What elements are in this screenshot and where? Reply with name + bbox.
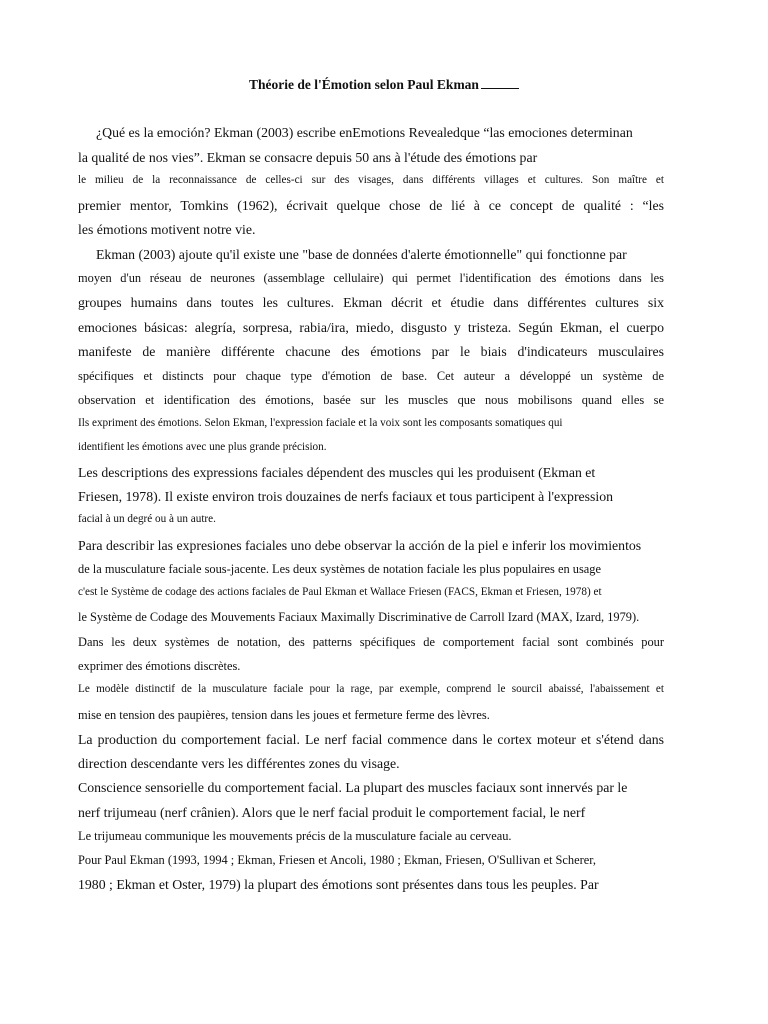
text-line: le milieu de la reconnaissance de celles-ci sur des visages, dans différents villages et cultures. Son maître et xyxy=(78,174,664,186)
text-line: c'est le Système de codage des actions faciales de Paul Ekman et Wallace Friesen (FACS, Ekman et Friesen, 1978) et xyxy=(78,586,602,598)
text-line: 1980 ; Ekman et Oster, 1979) la plupart des émotions sont présentes dans tous les peuples. Par xyxy=(78,877,599,892)
text-line: Conscience sensorielle du comportement facial. La plupart des muscles faciaux sont innervés par le xyxy=(78,780,628,795)
text-line: la qualité de nos vies”. Ekman se consacre depuis 50 ans à l'étude des émotions par xyxy=(78,150,538,165)
text-line: premier mentor, Tomkins (1962), écrivait quelque chose de lié à ce concept de qualité : “les xyxy=(78,198,664,213)
text-line: Ekman (2003) ajoute qu'il existe une "base de données d'alerte émotionnelle" qui fonctionne par xyxy=(96,247,627,262)
text-line: le Système de Codage des Mouvements Faciaux Maximally Discriminative de Carroll Izard (MAX, Izard, 1979). xyxy=(78,610,640,624)
text-line: nerf trijumeau (nerf crânien). Alors que le nerf facial produit le comportement facial, le nerf xyxy=(78,805,586,820)
text-line: observation et identification des émotions, basée sur les muscles que nous mobilisons quand elles se xyxy=(78,393,664,407)
text-line: Friesen, 1978). Il existe environ trois douzaines de nerfs faciaux et tous participent à l'expression xyxy=(78,489,614,504)
text-line: Le modèle distinctif de la musculature faciale pour la rage, par exemple, comprend le sourcil abaissé, l'abaissement et xyxy=(78,683,664,695)
text-line: Les descriptions des expressions faciales dépendent des muscles qui les produisent (Ekman et xyxy=(78,465,596,480)
text-line: manifeste de manière différente chacune des émotions par le biais d'indicateurs musculaires xyxy=(78,344,664,359)
text-line: les émotions motivent notre vie. xyxy=(78,222,256,237)
text-line: spécifiques et distincts pour chaque type d'émotion de base. Cet auteur a développé un système de xyxy=(78,369,664,383)
text-line: moyen d'un réseau de neurones (assemblage cellulaire) qui permet l'identification des émotions dans les xyxy=(78,271,664,285)
text-line: Para describir las expresiones faciales uno debe observar la acción de la piel e inferir los movimientos xyxy=(78,538,642,553)
text-line: de la musculature faciale sous-jacente. Les deux systèmes de notation faciale les plus populaires en usage xyxy=(78,562,601,576)
text-line: groupes humains dans toutes les cultures. Ekman décrit et étudie dans différentes cultures six xyxy=(78,295,664,310)
text-line: Ils expriment des émotions. Selon Ekman, l'expression faciale et la voix sont les composants somatiques qui xyxy=(78,417,563,429)
text-line: Le trijumeau communique les mouvements précis de la musculature faciale au cerveau. xyxy=(78,829,512,843)
text-line: emociones básicas: alegría, sorpresa, rabia/ira, miedo, disgusto y tristeza. Según Ekman, el cuerpo xyxy=(78,320,664,335)
text-line: Pour Paul Ekman (1993, 1994 ; Ekman, Friesen et Ancoli, 1980 ; Ekman, Friesen, O'Sullivan et Scherer, xyxy=(78,853,596,867)
text-line: facial à un degré ou à un autre. xyxy=(78,513,216,525)
document-title: Théorie de l'Émotion selon Paul Ekman xyxy=(0,77,768,93)
text-line: Dans les deux systèmes de notation, des patterns spécifiques de comportement facial sont combinés pour xyxy=(78,635,664,649)
text-line: La production du comportement facial. Le nerf facial commence dans le cortex moteur et s'étend dans xyxy=(78,732,664,747)
text-line: direction descendante vers les différentes zones du visage. xyxy=(78,756,400,771)
text-line: identifient les émotions avec une plus grande précision. xyxy=(78,441,327,453)
text-line: ¿Qué es la emoción? Ekman (2003) escribe enEmotions Revealedque “las emociones determinan xyxy=(96,125,633,140)
title-underline xyxy=(481,88,519,89)
text-line: exprimer des émotions discrètes. xyxy=(78,659,241,673)
text-line: mise en tension des paupières, tension dans les joues et fermeture ferme des lèvres. xyxy=(78,708,490,722)
